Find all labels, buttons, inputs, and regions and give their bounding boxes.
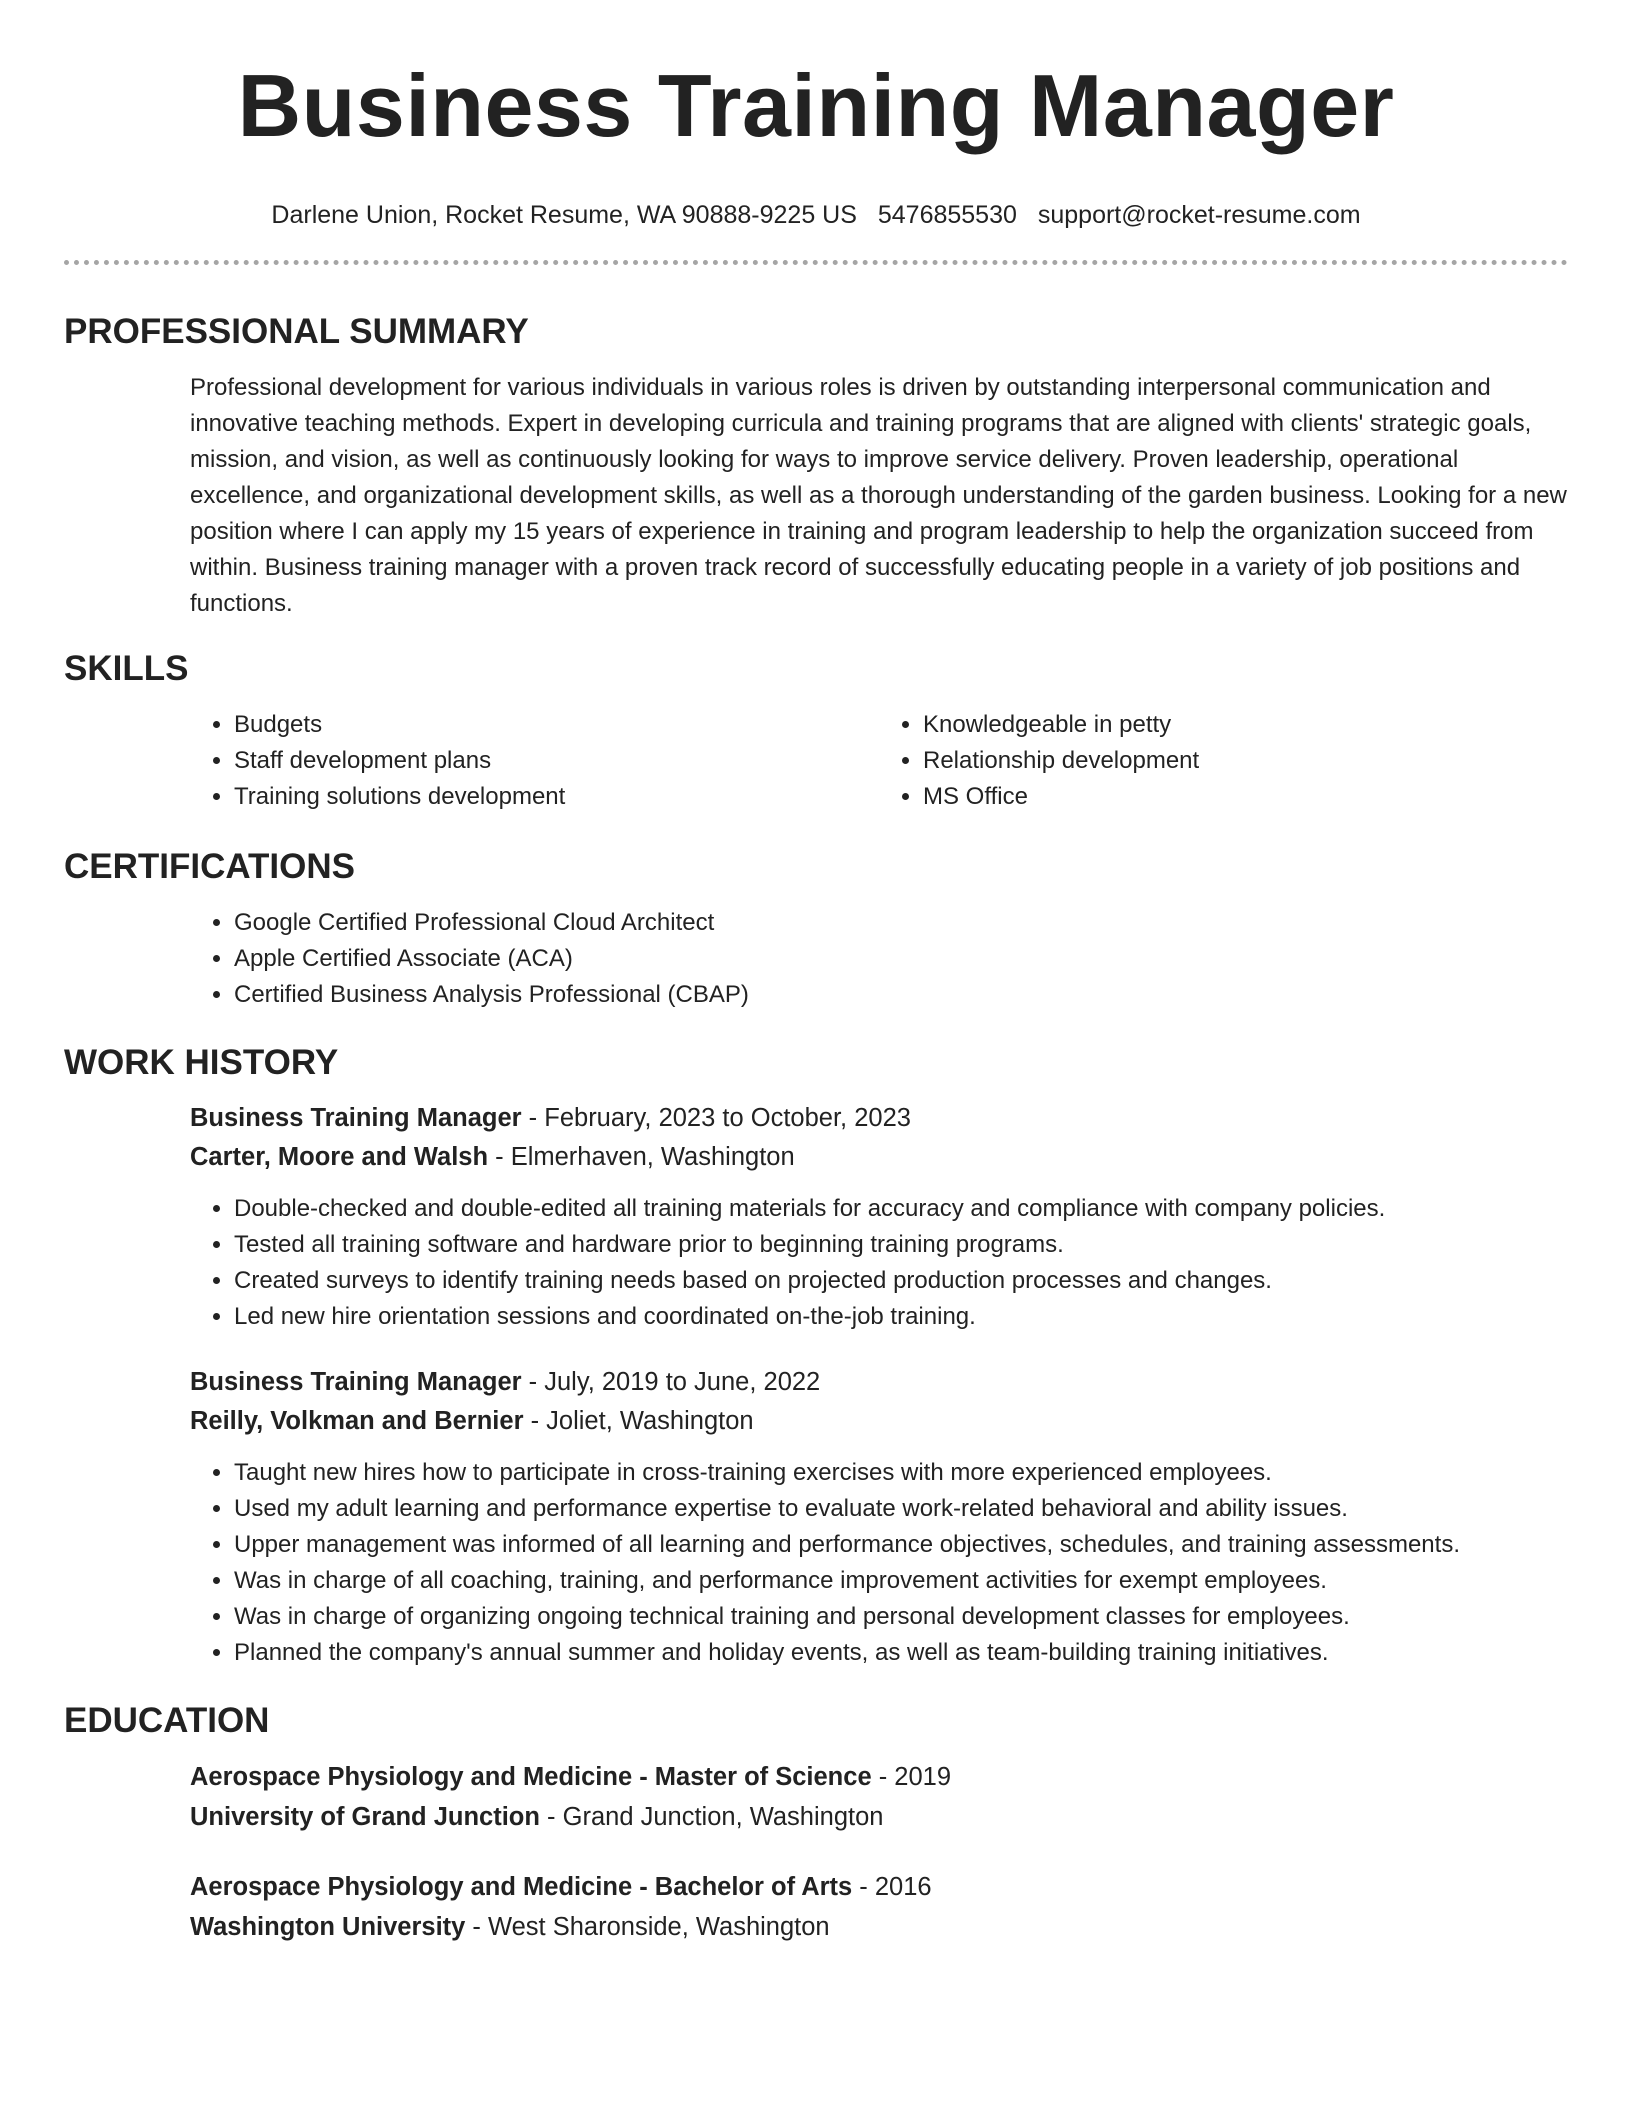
job-dates: - July, 2019 to June, 2022 bbox=[521, 1368, 821, 1396]
work-history-title: WORK HISTORY bbox=[64, 1043, 339, 1082]
job-bullet: • Was in charge of all coaching, training, and performance improvement activities for exempt employees. bbox=[234, 1563, 1568, 1599]
skills-title: SKILLS bbox=[64, 649, 189, 688]
education-title: EDUCATION bbox=[64, 1701, 270, 1740]
job-role: Business Training Manager bbox=[190, 1104, 522, 1132]
summary-text: Professional development for various individuals in various roles is driven by outstanding interpersonal communication and innovative teaching methods. Expert in developing curricula and training programs that are aligned with clients' strategic goals, mission, and vision, as well as continuously looking for ways to improve service delivery. Proven leadership, operational excellence, and organizational development skills, as well as a thorough understanding of the garden business. Looking for a new position where I can apply my 15 years of experience in training and program leadership to help the organization succeed from within. Business training manager with a proven track record of successfully educating people in a variety of job positions and functions. bbox=[190, 374, 1567, 617]
job-dates: - February, 2023 to October, 2023 bbox=[521, 1104, 911, 1132]
education-year: - 2016 bbox=[852, 1873, 932, 1901]
education-school: Washington University bbox=[190, 1913, 466, 1941]
skill-item: • MS Office bbox=[923, 779, 1568, 815]
education-degree: Aerospace Physiology and Medicine - Bachelor of Arts bbox=[190, 1873, 853, 1901]
certification-item: • Certified Business Analysis Professional (CBAP) bbox=[234, 977, 1568, 1013]
skill-item: • Staff development plans bbox=[234, 743, 879, 779]
job-company: Reilly, Volkman and Bernier bbox=[190, 1407, 524, 1435]
work-history-section bbox=[64, 1043, 1568, 1671]
skill-item: • Training solutions development bbox=[234, 779, 879, 815]
education-location: - Grand Junction, Washington bbox=[539, 1803, 884, 1831]
summary-section bbox=[64, 312, 1568, 622]
skill-item: • Knowledgeable in petty bbox=[923, 707, 1568, 743]
summary-content bbox=[190, 370, 1568, 622]
education-degree: Aerospace Physiology and Medicine - Master of Science bbox=[190, 1763, 872, 1791]
contact-email[interactable]: support@rocket-resume.com bbox=[1037, 201, 1361, 229]
skills-section bbox=[64, 649, 1568, 815]
job-bullet: • Led new hire orientation sessions and coordinated on-the-job training. bbox=[234, 1299, 1568, 1335]
job-title-line bbox=[190, 1099, 1568, 1138]
job-bullet: • Upper management was informed of all learning and performance objectives, schedules, and training assessments. bbox=[234, 1527, 1568, 1563]
contact-phone: 5476855530 bbox=[877, 201, 1017, 229]
certifications-section bbox=[64, 847, 1568, 1013]
job-bullet: • Taught new hires how to participate in cross-training exercises with more experienced employees. bbox=[234, 1455, 1568, 1491]
education-school: University of Grand Junction bbox=[190, 1803, 540, 1831]
contact-address: Darlene Union, Rocket Resume, WA 90888-9225 US bbox=[271, 201, 857, 229]
certification-item: • Google Certified Professional Cloud Architect bbox=[234, 905, 1568, 941]
skills-list-left bbox=[190, 707, 879, 815]
job-company-line bbox=[190, 1138, 1568, 1177]
job-bullets bbox=[190, 1455, 1568, 1671]
skill-item: • Relationship development bbox=[923, 743, 1568, 779]
job-bullet: • Planned the company's annual summer and holiday events, as well as team-building training initiatives. bbox=[234, 1635, 1568, 1671]
job-title-line bbox=[190, 1363, 1568, 1402]
job-bullets bbox=[190, 1191, 1568, 1335]
skill-item: • Budgets bbox=[234, 707, 879, 743]
education-degree-line bbox=[190, 1757, 1568, 1797]
job-entry bbox=[190, 1363, 1568, 1671]
job-company-line bbox=[190, 1402, 1568, 1441]
skills-list-right bbox=[879, 707, 1568, 815]
job-location: - Elmerhaven, Washington bbox=[488, 1143, 795, 1171]
contact-line bbox=[64, 200, 1568, 230]
summary-title: PROFESSIONAL SUMMARY bbox=[64, 312, 529, 351]
job-entry bbox=[190, 1099, 1568, 1335]
education-degree-line bbox=[190, 1867, 1568, 1907]
skills-grid bbox=[190, 707, 1568, 815]
job-bullet: • Used my adult learning and performance expertise to evaluate work-related behavioral and ability issues. bbox=[234, 1491, 1568, 1527]
job-company: Carter, Moore and Walsh bbox=[190, 1143, 489, 1171]
job-location: - Joliet, Washington bbox=[523, 1407, 754, 1435]
education-school-line bbox=[190, 1797, 1568, 1837]
education-entry bbox=[190, 1867, 1568, 1947]
certification-item: • Apple Certified Associate (ACA) bbox=[234, 941, 1568, 977]
certifications-content bbox=[190, 905, 1568, 1013]
job-bullet: • Double-checked and double-edited all training materials for accuracy and compliance with company policies. bbox=[234, 1191, 1568, 1227]
education-section bbox=[64, 1701, 1568, 1947]
header-divider bbox=[64, 260, 1568, 265]
resume-name: Business Training Manager bbox=[237, 56, 1395, 155]
job-bullet: • Created surveys to identify training needs based on projected production processes and changes. bbox=[234, 1263, 1568, 1299]
job-role: Business Training Manager bbox=[190, 1368, 522, 1396]
certifications-list bbox=[190, 905, 1568, 1013]
education-entry bbox=[190, 1757, 1568, 1837]
certifications-title: CERTIFICATIONS bbox=[64, 847, 356, 886]
education-location: - West Sharonside, Washington bbox=[465, 1913, 830, 1941]
education-school-line bbox=[190, 1907, 1568, 1947]
job-bullet: • Tested all training software and hardware prior to beginning training programs. bbox=[234, 1227, 1568, 1263]
job-bullet: • Was in charge of organizing ongoing technical training and personal development classes for employees. bbox=[234, 1599, 1568, 1635]
education-year: - 2019 bbox=[871, 1763, 952, 1791]
